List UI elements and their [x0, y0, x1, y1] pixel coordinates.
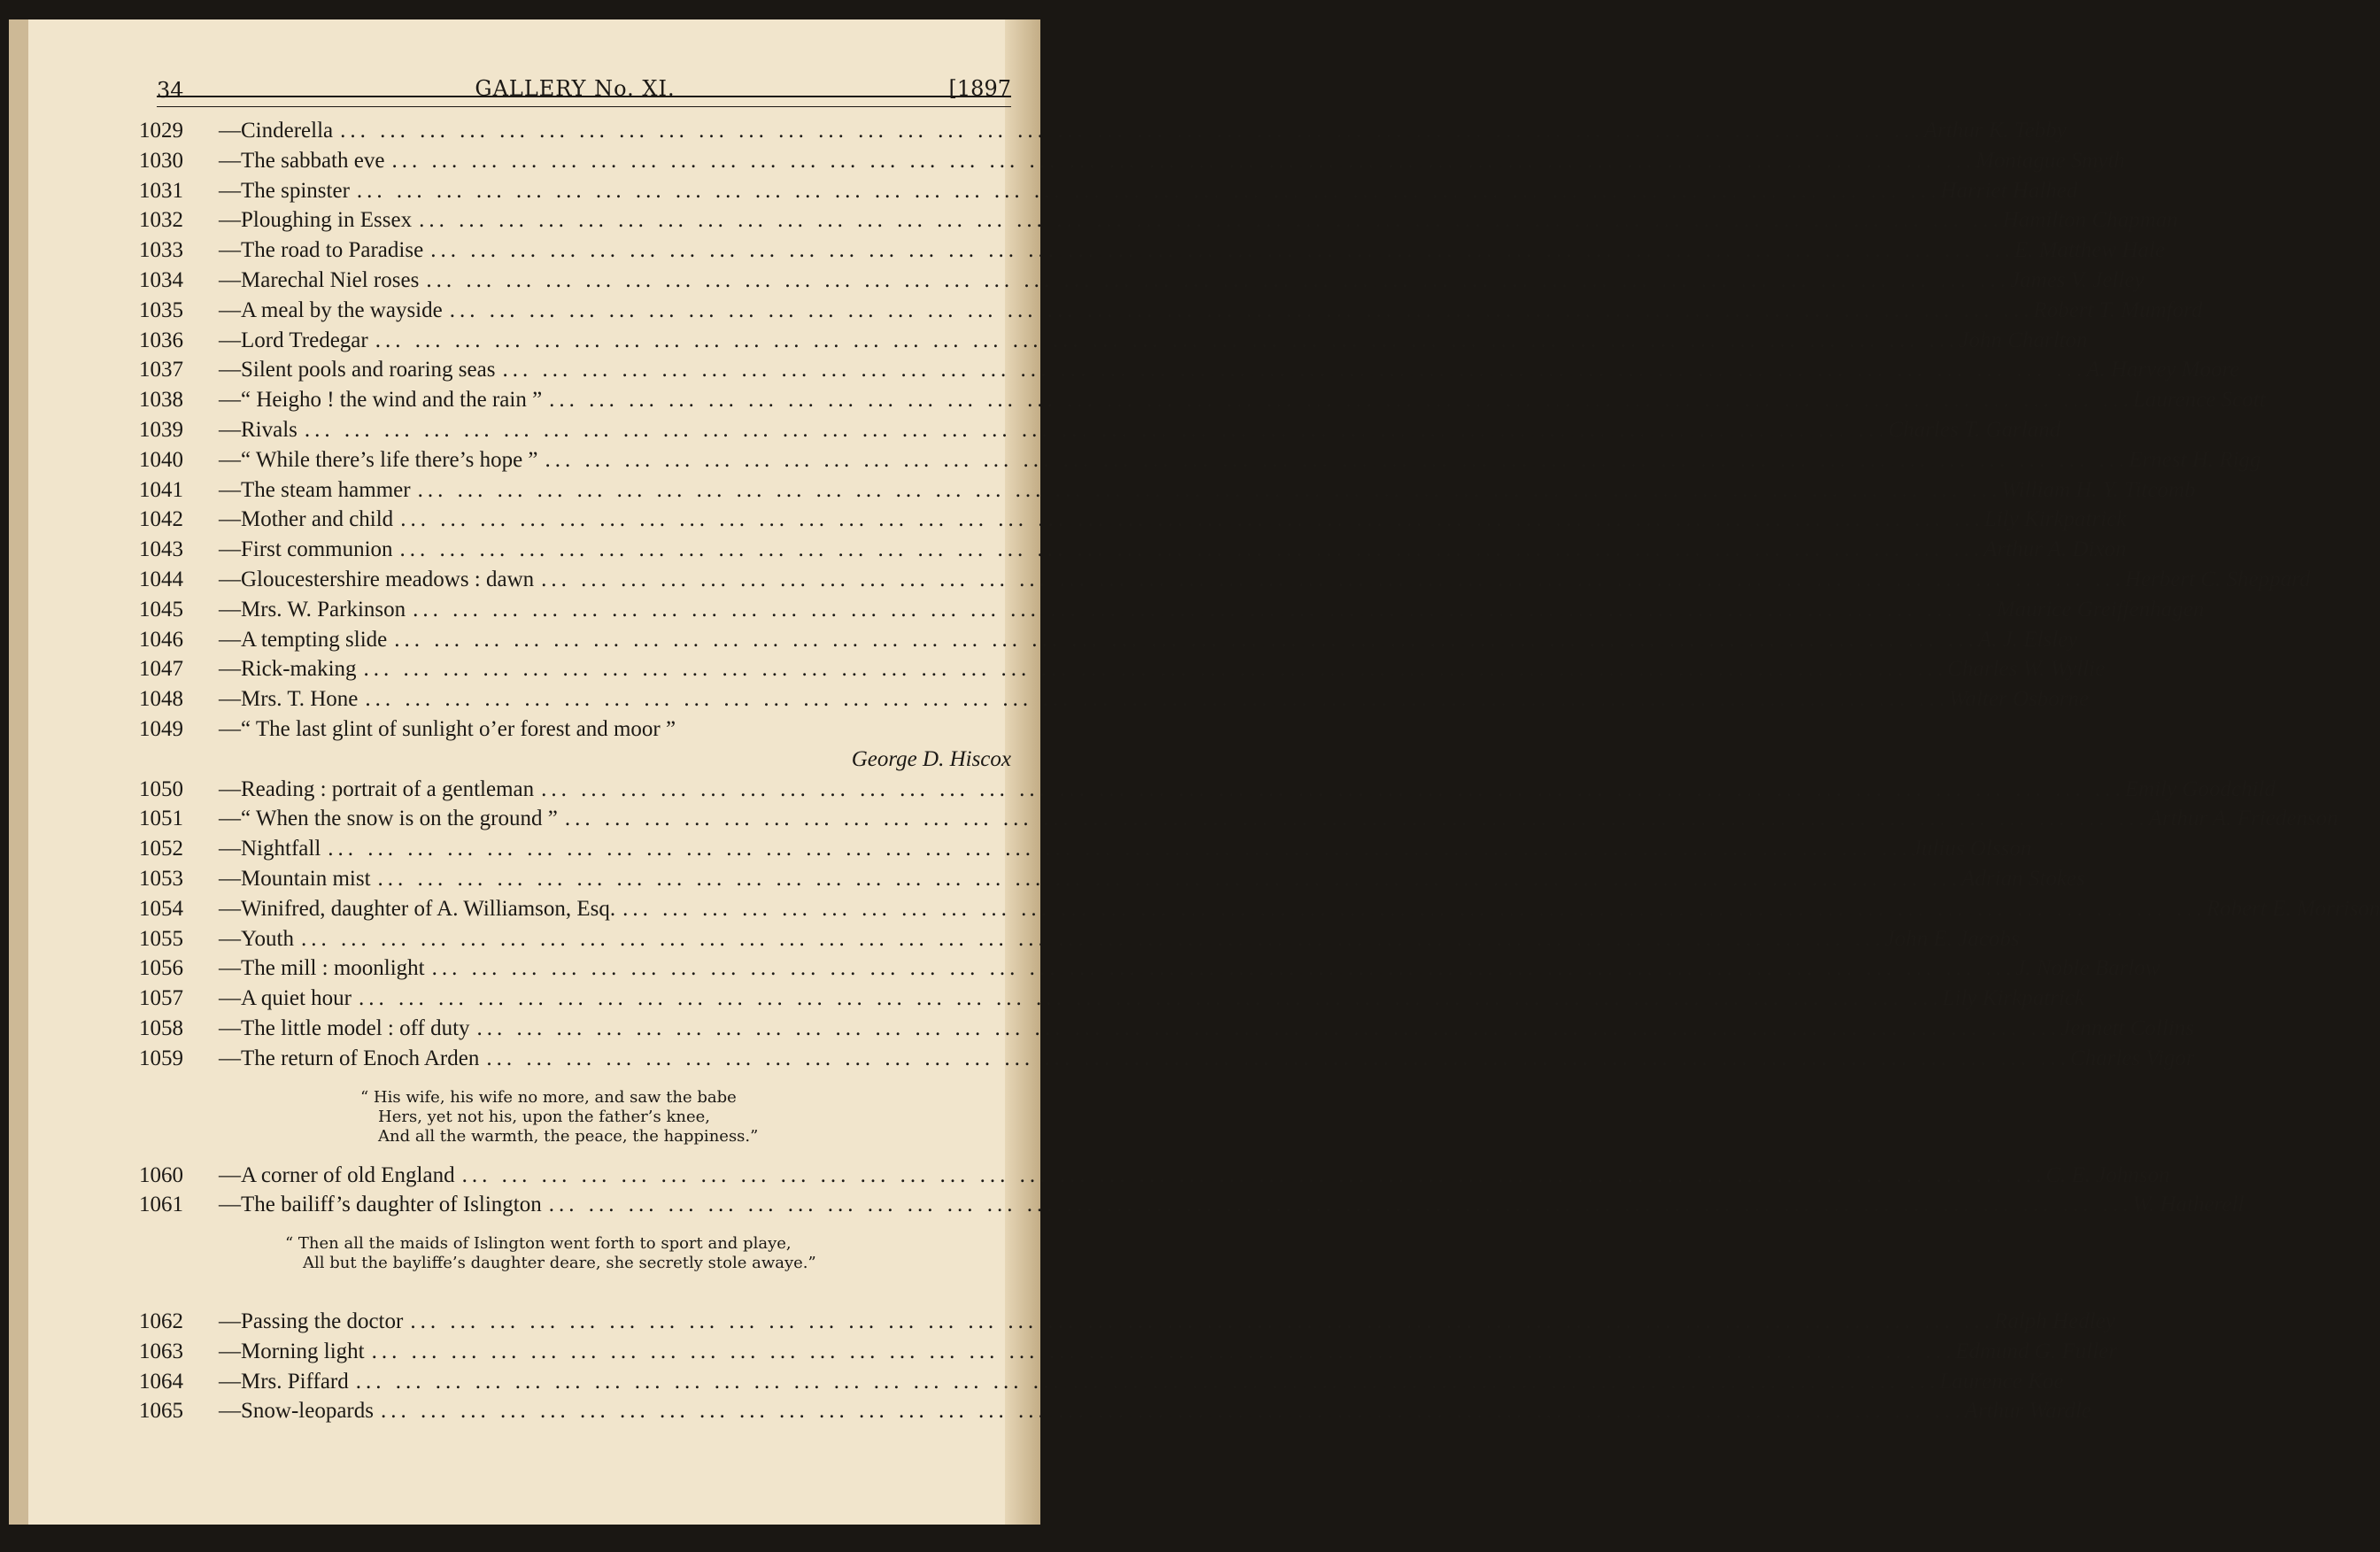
entry-title: —“ While there’s life there’s hope ” — [219, 447, 538, 472]
entry-number: 1059 — [139, 1046, 183, 1070]
entry-number: 1035 — [139, 297, 183, 322]
entry-title: —A meal by the wayside — [219, 297, 443, 322]
page-number: 34 — [157, 78, 184, 103]
entry-number: 1049 — [139, 716, 183, 741]
dot-leader: ... ... ... ... ... ... ... ... ... ... ... ... ... ... ... ... ... ... ... ... ... ... ... ... ... ... ... ... ... ... ... ... ... ... ... ... ... ... ... ... — [417, 477, 2002, 502]
entry-title: —A quiet hour — [219, 986, 352, 1011]
entry-artist: Walter Osborne — [1949, 687, 2090, 712]
entry-artist: Robert T. Mumford — [2033, 297, 2203, 322]
entry-number: 1038 — [139, 388, 183, 413]
entry-row — [139, 176, 2078, 206]
entry-title: —“ The last glint of sunlight o’er forest and moor ” — [219, 716, 676, 741]
dot-leader: ... ... ... ... ... ... ... ... ... ... ... ... ... ... ... ... ... ... ... ... ... ... ... ... ... ... ... ... ... ... ... ... ... ... ... ... ... ... ... ... — [363, 657, 1948, 682]
entry-number: 1051 — [139, 807, 183, 831]
entry-title: —Mountain mist — [219, 866, 371, 891]
entry-row — [139, 266, 2144, 296]
quote-line: “ Then all the maids of Islington went forth to sport and playe, — [285, 1234, 792, 1254]
entry-number: 1062 — [139, 1309, 183, 1334]
entry-number: 1046 — [139, 627, 183, 652]
entry-artist: Charles Vigor — [2070, 1046, 2195, 1070]
dot-leader: ... ... ... ... ... ... ... ... ... ... ... ... ... ... ... ... ... ... ... ... ... ... ... ... ... ... ... ... ... ... ... ... ... ... ... ... ... ... ... ... — [622, 896, 2206, 921]
entry-title: —Youth — [219, 926, 294, 951]
year-label: [1897 — [948, 76, 1011, 101]
entry-number: 1039 — [139, 417, 183, 442]
entry-row — [139, 205, 2178, 236]
dot-leader: ... ... ... ... ... ... ... ... ... ... ... ... ... ... ... ... ... ... ... ... ... ... ... ... ... ... ... ... ... ... ... ... ... ... ... ... ... ... ... ... — [399, 537, 1984, 562]
entry-row — [139, 535, 2127, 565]
entry-row — [139, 864, 2085, 894]
dot-leader: ... ... ... ... ... ... ... ... ... ... ... ... ... ... ... ... ... ... ... ... ... ... ... ... ... ... ... ... ... ... ... ... ... ... ... ... ... ... ... ... — [431, 956, 2016, 981]
entry-artist: Edmund G. Fuller — [1955, 1339, 2117, 1363]
dot-leader: ... ... ... ... ... ... ... ... ... ... ... ... ... ... ... ... ... ... ... ... ... ... ... ... ... ... ... ... ... ... ... ... ... ... ... ... ... ... ... ... — [355, 1369, 1940, 1394]
entry-artist: A. Harvey Moore — [2086, 358, 2240, 382]
entry-title: —The bailiff’s daughter of Islington — [219, 1193, 542, 1217]
entry-title: —Cinderella — [219, 119, 334, 143]
dot-leader: ... ... ... ... ... ... ... ... ... ... ... ... ... ... ... ... ... ... ... ... ... ... ... ... ... ... ... ... ... ... ... ... ... ... ... ... ... ... ... ... — [541, 776, 2125, 801]
entry-number: 1044 — [139, 567, 183, 591]
entry-row — [139, 1307, 2115, 1337]
entry-number: 1045 — [139, 597, 183, 622]
dot-leader: ... ... ... ... ... ... ... ... ... ... ... ... ... ... ... ... ... ... ... ... ... ... ... ... ... ... ... ... ... ... ... ... ... ... ... ... ... ... ... ... — [461, 1162, 2046, 1187]
entry-title: —Silent pools and roaring seas — [219, 358, 496, 382]
entry-row — [139, 385, 2266, 415]
entry-number: 1029 — [139, 119, 183, 143]
entry-title: —Rivals — [219, 417, 298, 442]
entry-row — [139, 894, 2380, 924]
entry-row — [139, 654, 2106, 684]
entry-artist: Arthur K. Tebby — [1923, 119, 2067, 143]
entry-number: 1041 — [139, 477, 183, 502]
entry-number: 1047 — [139, 657, 183, 682]
entry-artist: Hamilton Chapman — [2002, 208, 2178, 233]
entry-title: —The sabbath eve — [219, 148, 385, 173]
entry-row — [139, 475, 2196, 506]
dot-leader: ... ... ... ... ... ... ... ... ... ... ... ... ... ... ... ... ... ... ... ... ... ... ... ... ... ... ... ... ... ... ... ... ... ... ... ... ... ... ... ... — [449, 297, 2034, 322]
dot-leader: ... ... ... ... ... ... ... ... ... ... ... ... ... ... ... ... ... ... ... ... ... ... ... ... ... ... ... ... ... ... ... ... ... ... ... ... ... ... ... ... — [430, 238, 2014, 263]
entry-number: 1063 — [139, 1339, 183, 1363]
entry-row — [139, 1367, 2064, 1397]
entry-artist: C. E. Johnson — [2045, 1162, 2170, 1187]
quote-line: Hers, yet not his, upon the father’s knee, — [378, 1107, 710, 1126]
dot-leader: ... ... ... ... ... ... ... ... ... ... ... ... ... ... ... ... ... ... ... ... ... ... ... ... ... ... ... ... ... ... ... ... ... ... ... ... ... ... ... ... — [365, 687, 1950, 712]
entry-artist: Robert E. Morrison — [2206, 896, 2380, 921]
entry-row — [139, 1190, 2245, 1220]
entry-title: —The road to Paradise — [219, 238, 424, 263]
entry-row-1049 — [139, 714, 1011, 745]
entry-row — [139, 1337, 2117, 1367]
quote-line: And all the warmth, the peace, the happiness.” — [378, 1126, 759, 1146]
entry-row — [139, 775, 2276, 805]
entry-title: —The spinster — [219, 178, 350, 203]
entry-number: 1033 — [139, 238, 183, 263]
dot-leader: ... ... ... ... ... ... ... ... ... ... ... ... ... ... ... ... ... ... ... ... ... ... ... ... ... ... ... ... ... ... ... ... ... ... ... ... ... ... ... ... — [377, 866, 1962, 891]
entry-title: —Morning light — [219, 1339, 365, 1363]
entry-title: —Ploughing in Essex — [219, 208, 413, 233]
entry-artist: John E. Jacobs — [1884, 926, 2020, 951]
entry-artist: Julius Olsson — [1912, 837, 2032, 861]
running-title: GALLERY No. XI. — [475, 76, 676, 101]
dot-leader: ... ... ... ... ... ... ... ... ... ... ... ... ... ... ... ... ... ... ... ... ... ... ... ... ... ... ... ... ... ... ... ... ... ... ... ... ... ... ... ... — [301, 926, 1885, 951]
entry-row — [139, 1161, 2170, 1191]
entry-artist: Jennett Collins — [2060, 1015, 2194, 1040]
entry-number: 1032 — [139, 208, 183, 233]
entry-number: 1061 — [139, 1193, 183, 1217]
entry-number: 1050 — [139, 776, 183, 801]
page-content — [139, 51, 2380, 1426]
entry-number: 1055 — [139, 926, 183, 951]
dot-leader: ... ... ... ... ... ... ... ... ... ... ... ... ... ... ... ... ... ... ... ... ... ... ... ... ... ... ... ... ... ... ... ... ... ... ... ... ... ... ... ... — [426, 267, 2011, 292]
spacer — [139, 1287, 1011, 1307]
entry-artist: Laurence Scott — [2132, 388, 2266, 413]
entry-artist: Emily Goodchild — [2124, 776, 2276, 801]
entry-title: —Nightfall — [219, 837, 321, 861]
entry-number: 1031 — [139, 178, 183, 203]
entry-title: —Mrs. W. Parkinson — [219, 597, 406, 622]
dot-leader: ... ... ... ... ... ... ... ... ... ... ... ... ... ... ... ... ... ... ... ... ... ... ... ... ... ... ... ... ... ... ... ... ... ... ... ... ... ... ... ... — [541, 567, 2125, 591]
entry-artist: Charles T. Garland — [1888, 417, 2061, 442]
entry-row — [139, 565, 2311, 595]
entry-artist: Ernest H. Rigg — [2129, 447, 2261, 472]
quotation-1059 — [139, 1088, 1011, 1147]
entry-title: —Snow-leopards — [219, 1399, 374, 1424]
dot-leader: ... ... ... ... ... ... ... ... ... ... ... ... ... ... ... ... ... ... ... ... ... ... ... ... ... ... ... ... ... ... ... ... ... ... ... ... ... ... ... ... — [502, 358, 2087, 382]
entry-row — [139, 1014, 2194, 1044]
entry-number: 1043 — [139, 537, 183, 562]
entry-artist: Arthur A. Dixon — [1983, 537, 2127, 562]
entry-artist: Lily Kirkpatrick — [1983, 507, 2127, 532]
dot-leader: ... ... ... ... ... ... ... ... ... ... ... ... ... ... ... ... ... ... ... ... ... ... ... ... ... ... ... ... ... ... ... ... ... ... ... ... ... ... ... ... — [476, 1015, 2061, 1040]
entry-row — [139, 326, 2088, 356]
entry-title: —“ When the snow is on the ground ” — [219, 807, 558, 831]
entry-artist: Laurence Koe — [1939, 1369, 2064, 1394]
entry-row — [139, 146, 2125, 176]
entry-title: —Winifred, daughter of A. Williamson, Esq. — [219, 896, 616, 921]
entry-artist: William H. Y. Titcomb — [2001, 477, 2196, 502]
entry-title: —First communion — [219, 537, 393, 562]
entries-group-a — [139, 116, 2311, 714]
entry-row — [139, 415, 2061, 445]
entry-artist: Arthur Wardle — [1964, 1399, 2092, 1424]
entry-number: 1065 — [139, 1399, 183, 1424]
dot-leader: ... ... ... ... ... ... ... ... ... ... ... ... ... ... ... ... ... ... ... ... ... ... ... ... ... ... ... ... ... ... ... ... ... ... ... ... ... ... ... ... — [340, 119, 1924, 143]
entry-artist: Maurice Greiffenhagen — [1996, 597, 2205, 622]
dot-leader: ... ... ... ... ... ... ... ... ... ... ... ... ... ... ... ... ... ... ... ... ... ... ... ... ... ... ... ... ... ... ... ... ... ... ... ... ... ... ... ... — [304, 417, 1889, 442]
entry-title: —Mother and child — [219, 507, 394, 532]
entry-artist: W. Hatherell — [2132, 1193, 2245, 1217]
entry-title: —Gloucestershire meadows : dawn — [219, 567, 535, 591]
entry-artist: James V. Jelley — [2010, 267, 2144, 292]
entry-number: 1052 — [139, 837, 183, 861]
dot-leader: ... ... ... ... ... ... ... ... ... ... ... ... ... ... ... ... ... ... ... ... ... ... ... ... ... ... ... ... ... ... ... ... ... ... ... ... ... ... ... ... — [564, 807, 2149, 831]
entry-row — [139, 954, 2160, 984]
entry-row — [139, 236, 2166, 266]
entries-group-d — [139, 1307, 2117, 1426]
entry-number: 1048 — [139, 687, 183, 712]
entry-title: —The steam hammer — [219, 477, 411, 502]
dot-leader: ... ... ... ... ... ... ... ... ... ... ... ... ... ... ... ... ... ... ... ... ... ... ... ... ... ... ... ... ... ... ... ... ... ... ... ... ... ... ... ... — [328, 837, 1912, 861]
entry-artist: Herbert C. Sheppard — [2124, 567, 2311, 591]
entry-title: —Mrs. T. Hone — [219, 687, 359, 712]
entry-number: 1037 — [139, 358, 183, 382]
entry-number: 1036 — [139, 328, 183, 352]
entry-row — [139, 116, 2067, 146]
entry-artist: J. Noble Barlow — [2015, 956, 2160, 981]
entry-number: 1058 — [139, 1015, 183, 1040]
entry-title: —“ Heigho ! the wind and the rain ” — [219, 388, 543, 413]
entries-group-c — [139, 1161, 2245, 1221]
entry-artist: George D. Hiscox — [851, 746, 1011, 771]
entries-group-b — [139, 775, 2380, 1074]
entry-artist: Harriet Halhed — [1940, 178, 2078, 203]
entry-number: 1042 — [139, 507, 183, 532]
dot-leader: ... ... ... ... ... ... ... ... ... ... ... ... ... ... ... ... ... ... ... ... ... ... ... ... ... ... ... ... ... ... ... ... ... ... ... ... ... ... ... ... — [419, 208, 2003, 233]
entry-title: —Rick-making — [219, 657, 357, 682]
entry-number: 1056 — [139, 956, 183, 981]
entry-artist: A. J. Elsley — [1978, 627, 2078, 652]
entry-title: —The little model : off duty — [219, 1015, 470, 1040]
dot-leader: ... ... ... ... ... ... ... ... ... ... ... ... ... ... ... ... ... ... ... ... ... ... ... ... ... ... ... ... ... ... ... ... ... ... ... ... ... ... ... ... — [356, 178, 1941, 203]
entry-artist: John Charlton — [1959, 328, 2088, 352]
dot-leader: ... ... ... ... ... ... ... ... ... ... ... ... ... ... ... ... ... ... ... ... ... ... ... ... ... ... ... ... ... ... ... ... ... ... ... ... ... ... ... ... — [400, 507, 1984, 532]
dot-leader: ... ... ... ... ... ... ... ... ... ... ... ... ... ... ... ... ... ... ... ... ... ... ... ... ... ... ... ... ... ... ... ... ... ... ... ... ... ... ... ... — [486, 1046, 2071, 1070]
entry-row — [139, 924, 2020, 954]
dot-leader: ... ... ... ... ... ... ... ... ... ... ... ... ... ... ... ... ... ... ... ... ... ... ... ... ... ... ... ... ... ... ... ... ... ... ... ... ... ... ... ... — [548, 1193, 2133, 1217]
entry-title: —Marechal Niel roses — [219, 267, 420, 292]
entry-number: 1060 — [139, 1162, 183, 1187]
dot-leader: ... ... ... ... ... ... ... ... ... ... ... ... ... ... ... ... ... ... ... ... ... ... ... ... ... ... ... ... ... ... ... ... ... ... ... ... ... ... ... ... — [394, 627, 1979, 652]
entry-artist: Arthur A. Friedenson — [2148, 807, 2338, 831]
entry-row — [139, 1044, 2195, 1074]
entry-row — [139, 984, 2085, 1014]
entry-title: —A tempting slide — [219, 627, 388, 652]
entry-number: 1064 — [139, 1369, 183, 1394]
entry-artist: Charles W. Wyllie — [1947, 657, 2106, 682]
entry-title: —Reading : portrait of a gentleman — [219, 776, 535, 801]
dot-leader: ... ... ... ... ... ... ... ... ... ... ... ... ... ... ... ... ... ... ... ... ... ... ... ... ... ... ... ... ... ... ... ... ... ... ... ... ... ... ... ... — [371, 1339, 1956, 1363]
dot-leader: ... ... ... ... ... ... ... ... ... ... ... ... ... ... ... ... ... ... ... ... ... ... ... ... ... ... ... ... ... ... ... ... ... ... ... ... ... ... ... ... — [391, 148, 1976, 173]
entry-row — [139, 625, 2078, 655]
entry-number: 1040 — [139, 447, 183, 472]
entry-artist: Lily Kirkpatrick — [1942, 986, 2085, 1011]
entry-title: —Lord Tredegar — [219, 328, 368, 352]
entry-row — [139, 804, 2338, 834]
dot-leader: ... ... ... ... ... ... ... ... ... ... ... ... ... ... ... ... ... ... ... ... ... ... ... ... ... ... ... ... ... ... ... ... ... ... ... ... ... ... ... ... — [410, 1309, 1995, 1334]
entry-row — [139, 1396, 2092, 1426]
entry-row — [139, 296, 2203, 326]
entry-number: 1030 — [139, 148, 183, 173]
entry-title: —The return of Enoch Arden — [219, 1046, 480, 1070]
entry-title: —The mill : moonlight — [219, 956, 425, 981]
entry-number: 1034 — [139, 267, 183, 292]
page-header — [139, 51, 1011, 103]
entry-row — [139, 505, 2127, 535]
quotation-1061 — [139, 1234, 1011, 1273]
catalogue-page — [9, 19, 2380, 1525]
dot-leader: ... ... ... ... ... ... ... ... ... ... ... ... ... ... ... ... ... ... ... ... ... ... ... ... ... ... ... ... ... ... ... ... ... ... ... ... ... ... ... ... — [359, 986, 1943, 1011]
entry-row — [139, 355, 2240, 385]
entry-artist: Ralph Hedley — [1994, 1309, 2115, 1334]
entry-title: —Mrs. Piffard — [219, 1369, 349, 1394]
entry-row — [139, 684, 2090, 714]
dot-leader: ... ... ... ... ... ... ... ... ... ... ... ... ... ... ... ... ... ... ... ... ... ... ... ... ... ... ... ... ... ... ... ... ... ... ... ... ... ... ... ... — [375, 328, 1959, 352]
entry-title: —Passing the doctor — [219, 1309, 404, 1334]
entry-artist: Adrian Stokes — [1961, 866, 2085, 891]
dot-leader: ... ... ... ... ... ... ... ... ... ... ... ... ... ... ... ... ... ... ... ... ... ... ... ... ... ... ... ... ... ... ... ... ... ... ... ... ... ... ... ... — [545, 447, 2129, 472]
dot-leader: ... ... ... ... ... ... ... ... ... ... ... ... ... ... ... ... ... ... ... ... ... ... ... ... ... ... ... ... ... ... ... ... ... ... ... ... ... ... ... ... — [380, 1399, 1965, 1424]
entry-number: 1057 — [139, 986, 183, 1011]
entry-number: 1054 — [139, 896, 183, 921]
entry-title: —A corner of old England — [219, 1162, 455, 1187]
entry-row — [139, 595, 2205, 625]
quote-line: All but the bayliffe’s daughter deare, she secretly stole awaye.” — [303, 1254, 816, 1273]
entries-list — [139, 116, 2380, 1426]
dot-leader: ... ... ... ... ... ... ... ... ... ... ... ... ... ... ... ... ... ... ... ... ... ... ... ... ... ... ... ... ... ... ... ... ... ... ... ... ... ... ... ... — [413, 597, 1997, 622]
dot-leader: ... ... ... ... ... ... ... ... ... ... ... ... ... ... ... ... ... ... ... ... ... ... ... ... ... ... ... ... ... ... ... ... ... ... ... ... ... ... ... ... — [549, 388, 2133, 413]
entry-artist: Montague Smyth — [1975, 148, 2125, 173]
entry-row — [139, 834, 2032, 864]
entry-number: 1053 — [139, 866, 183, 891]
entry-artist: E. Matthew Hale — [2013, 238, 2166, 263]
entry-row — [139, 445, 2261, 475]
quote-line: “ His wife, his wife no more, and saw the babe — [360, 1087, 737, 1107]
